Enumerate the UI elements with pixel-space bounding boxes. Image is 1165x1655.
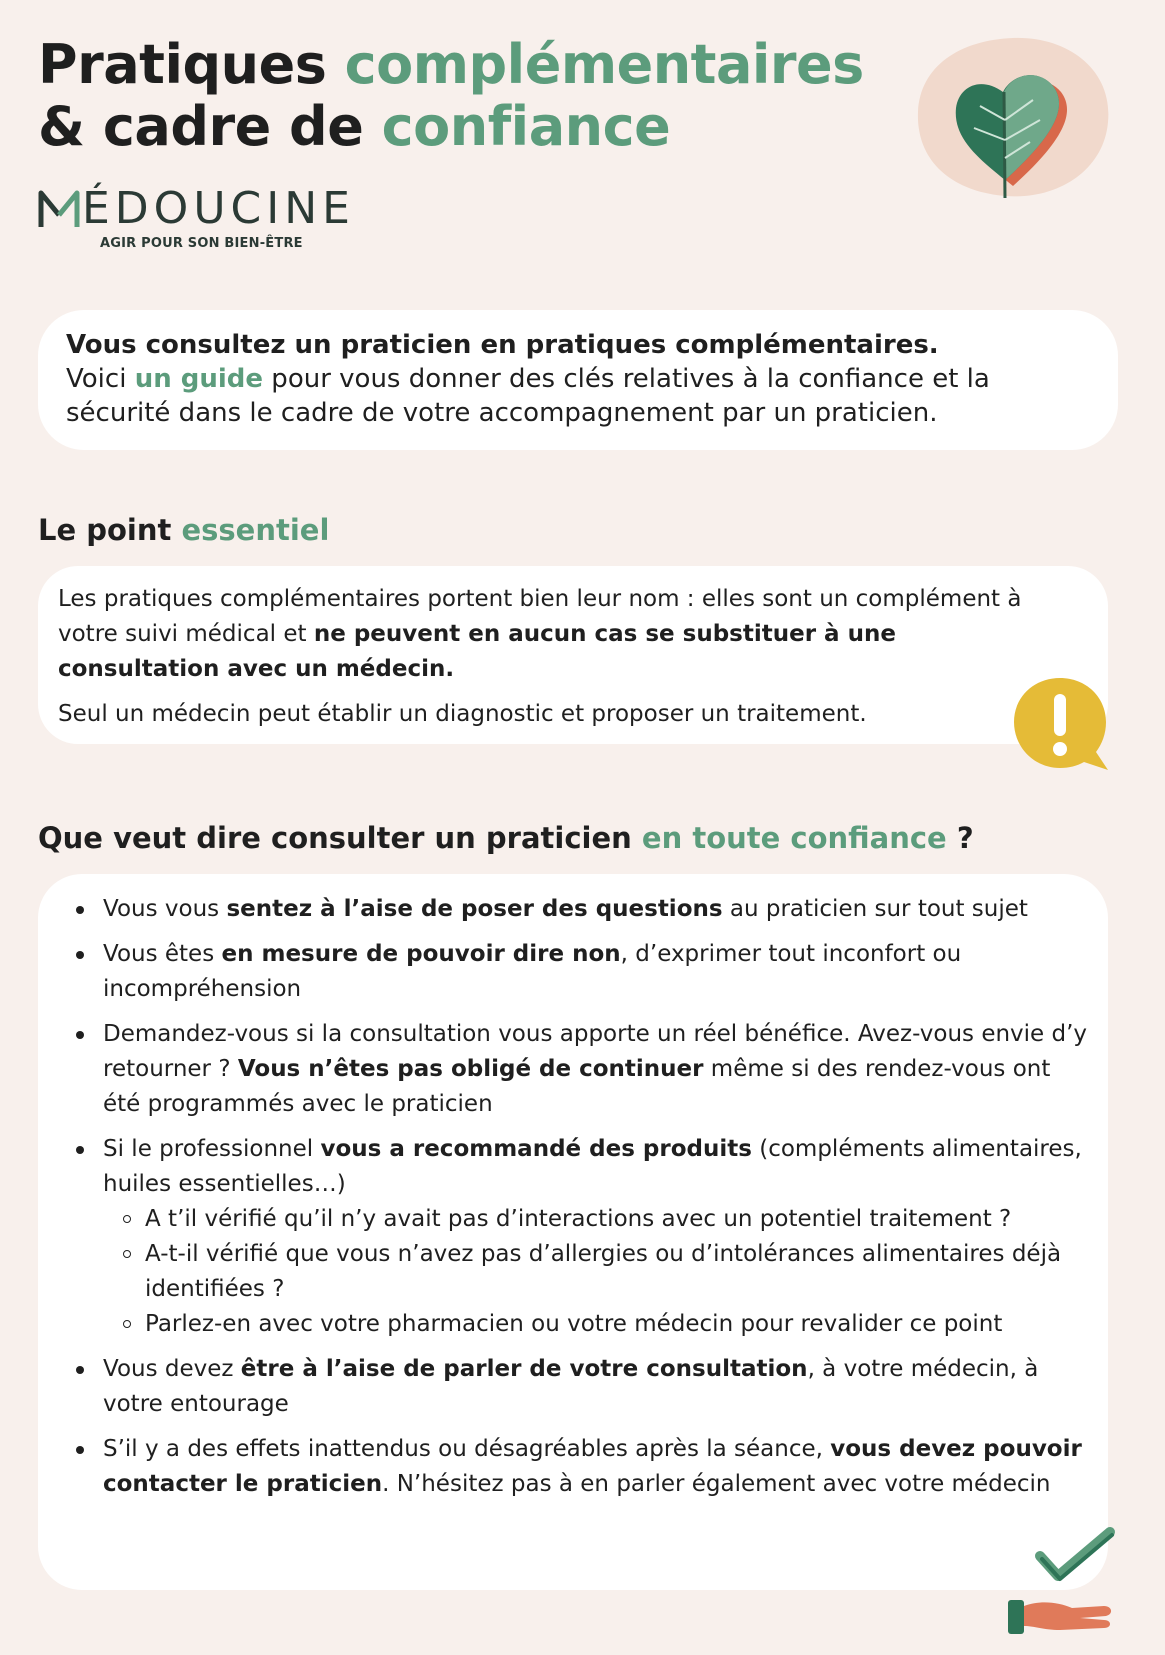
logo-wordmark-text: ÉDOUCINE bbox=[82, 183, 355, 234]
intro-line2 bbox=[66, 362, 1092, 430]
list-item-text: . N’hésitez pas à en parler également avec votre médecin bbox=[382, 1471, 1051, 1497]
logo-m-letter-icon bbox=[38, 189, 80, 229]
list-item-bold: sentez à l’aise de poser des questions bbox=[226, 896, 723, 922]
list-item-text: , d’exprimer tout inconfort ou incompréhension bbox=[103, 941, 962, 1002]
list-item-text: S’il y a des effets inattendus ou désagréables après la séance, bbox=[103, 1436, 831, 1462]
list-item-text: Vous vous bbox=[103, 896, 227, 922]
confiance-heading bbox=[38, 820, 974, 856]
list-item-text: (compléments alimentaires, huiles essentielles…) bbox=[103, 1136, 1082, 1197]
sub-list bbox=[103, 1202, 1088, 1342]
essential-paragraph-2: Seul un médecin peut établir un diagnostic et proposer un traitement. bbox=[58, 701, 867, 727]
intro-line2-pre: Voici bbox=[66, 364, 135, 394]
title-line1-dark: Pratiques bbox=[38, 33, 327, 96]
warning-exclamation-icon bbox=[1010, 674, 1112, 776]
list-item-text: , à votre médecin, à votre entourage bbox=[103, 1356, 1039, 1417]
list-item-text: Vous êtes bbox=[103, 941, 222, 967]
essential-p1-text: Les pratiques complémentaires portent bien leur nom : elles sont un complément à votre suivi médical et bbox=[58, 586, 1022, 647]
list-item-bold: être à l’aise de parler de votre consultation bbox=[240, 1356, 808, 1382]
page-title bbox=[38, 34, 864, 158]
confiance-box bbox=[38, 874, 1108, 1590]
list-item bbox=[58, 1432, 1088, 1502]
sub-list-item: Parlez-en avec votre pharmacien ou votre médecin pour revalider ce point bbox=[103, 1307, 1088, 1342]
title-line2-green: confiance bbox=[381, 95, 671, 158]
essential-paragraph-1 bbox=[58, 582, 1048, 687]
sub-list-item: A t’il vérifié qu’il n’y avait pas d’interactions avec un potentiel traitement ? bbox=[103, 1202, 1088, 1237]
list-item bbox=[58, 1132, 1088, 1342]
confiance-heading-green: en toute confiance bbox=[641, 821, 947, 855]
heart-leaf-icon bbox=[908, 30, 1118, 205]
title-line1-green: complémentaires bbox=[344, 33, 864, 96]
essential-box bbox=[38, 566, 1108, 744]
title-line2-dark: & cadre de bbox=[38, 95, 364, 158]
list-item-text: Vous devez bbox=[103, 1356, 241, 1382]
logo-tagline: AGIR POUR SON BIEN-ÊTRE bbox=[100, 236, 303, 251]
essential-heading-green: essentiel bbox=[181, 513, 330, 547]
intro-line1: Vous consultez un praticien en pratiques complémentaires. bbox=[66, 330, 939, 360]
check-hand-icon bbox=[1000, 1522, 1130, 1640]
list-item-text: Demandez-vous si la consultation vous apporte un réel bénéfice. Avez-vous envie d’y retourner ? bbox=[103, 1021, 1088, 1082]
logo-wordmark bbox=[38, 183, 355, 234]
medoucine-logo bbox=[38, 183, 355, 251]
list-item bbox=[58, 892, 1088, 927]
list-item-bold: Vous n’êtes pas obligé de continuer bbox=[237, 1056, 704, 1082]
intro-guide-highlight: un guide bbox=[134, 364, 264, 394]
confiance-heading-dark: Que veut dire consulter un praticien bbox=[38, 821, 632, 855]
list-item-text: au praticien sur tout sujet bbox=[722, 896, 1028, 922]
essential-p1-bold: ne peuvent en aucun cas se substituer à une consultation avec un médecin. bbox=[58, 621, 896, 682]
list-item-bold: en mesure de pouvoir dire non bbox=[221, 941, 621, 967]
intro-box bbox=[38, 310, 1118, 450]
list-item-bold: vous devez pouvoir contacter le praticien bbox=[103, 1436, 1082, 1497]
list-item bbox=[58, 1017, 1088, 1122]
list-item-text: Si le professionnel bbox=[103, 1136, 321, 1162]
list-item bbox=[58, 1352, 1088, 1422]
intro-line2-post: pour vous donner des clés relatives à la confiance et la sécurité dans le cadre de votre accompagnement par un praticien. bbox=[66, 364, 990, 428]
list-item-bold: vous a recommandé des produits bbox=[320, 1136, 752, 1162]
list-item bbox=[58, 937, 1088, 1007]
confiance-heading-end: ? bbox=[946, 821, 974, 855]
sub-list-item: A-t-il vérifié que vous n’avez pas d’allergies ou d’intolérances alimentaires déjà identifiées ? bbox=[103, 1237, 1088, 1307]
essential-heading-dark: Le point bbox=[38, 513, 172, 547]
confiance-list bbox=[58, 892, 1088, 1502]
list-item-text: même si des rendez-vous ont été programmés avec le praticien bbox=[103, 1056, 1051, 1117]
essential-heading bbox=[38, 512, 329, 548]
